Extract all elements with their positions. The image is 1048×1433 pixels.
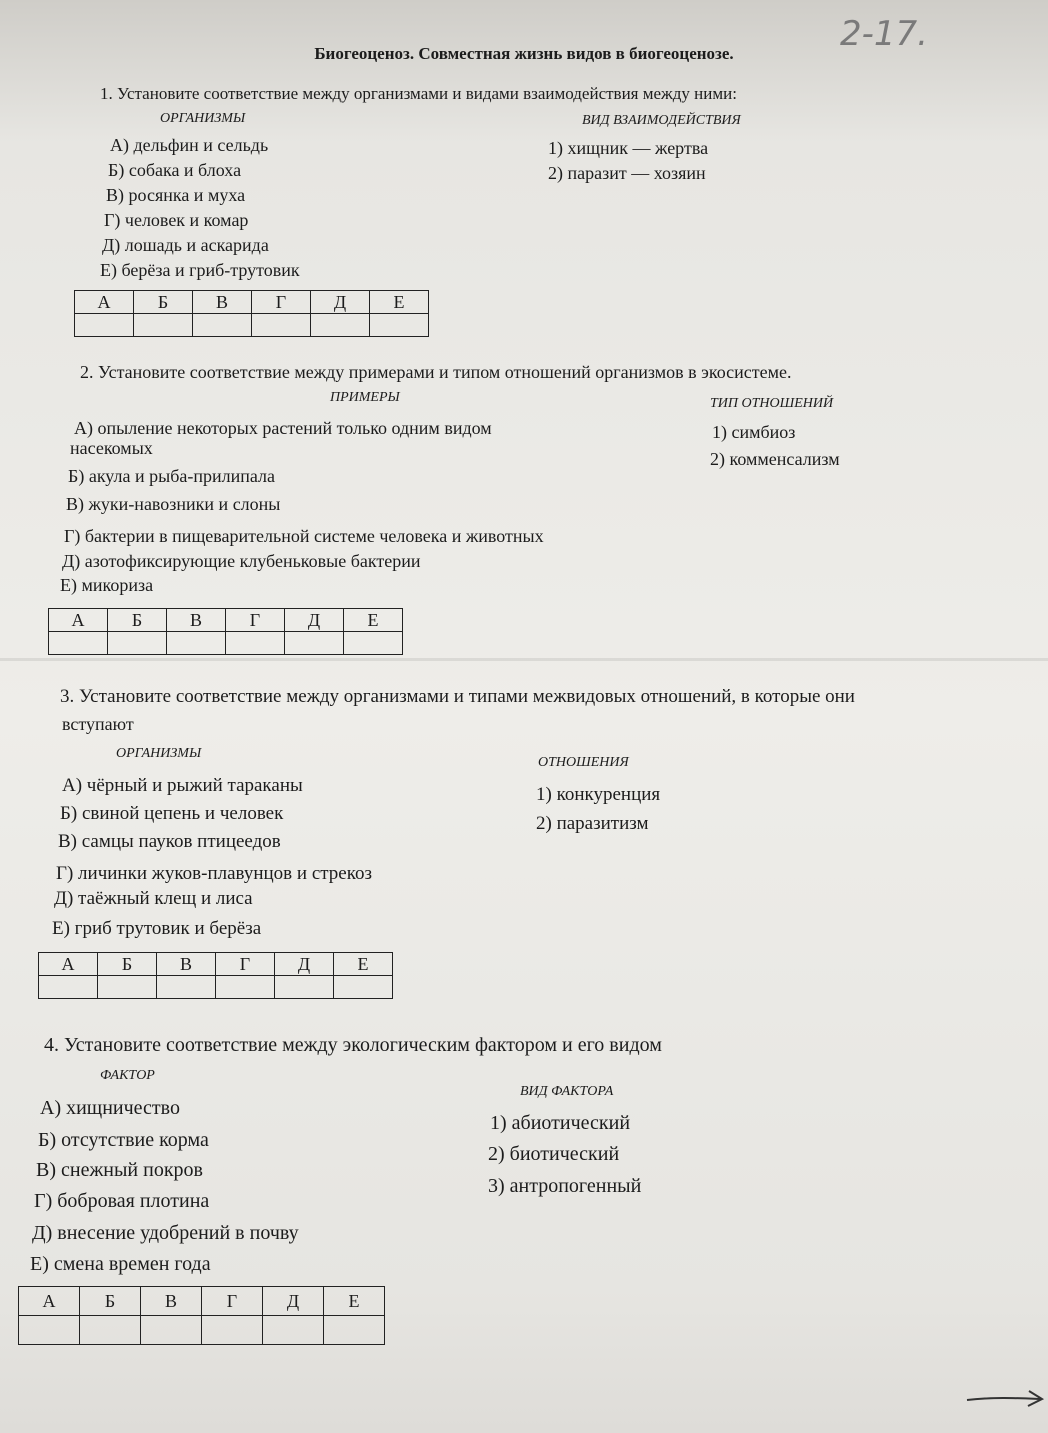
question-4-answer-table (18, 1286, 385, 1345)
answer-header: Д (311, 291, 370, 314)
answer-header: Е (334, 953, 393, 976)
answer-cell[interactable] (334, 976, 393, 999)
question-1-item: А) дельфин и сельдь (110, 135, 269, 155)
answer-header: В (141, 1287, 202, 1316)
question-2-item: Д) азотофиксирующие клубеньковые бактерии (62, 551, 421, 571)
question-1-answer-table (74, 290, 429, 337)
answer-cell[interactable] (49, 632, 108, 655)
question-3-text: 3. Установите соответствие между организмами и типами межвидовых отношений, в которые они (60, 686, 855, 707)
question-1-option: 1) хищник — жертва (548, 138, 709, 158)
question-3-right-heading: ОТНОШЕНИЯ (538, 755, 629, 770)
question-1-item: Г) человек и комар (104, 210, 249, 230)
question-3-item: Д) таёжный клещ и лиса (54, 888, 253, 909)
arrow-right-icon (965, 1388, 1045, 1408)
answer-header: В (193, 291, 252, 314)
answer-header: Г (252, 291, 311, 314)
question-1-text: 1. Установите соответствие между организмами и видами взаимодействия между ними: (100, 84, 737, 103)
question-4-left-heading: ФАКТОР (100, 1068, 155, 1083)
question-1-item: В) росянка и муха (106, 185, 246, 205)
answer-header: Г (226, 609, 285, 632)
question-2-item: В) жуки-навозники и слоны (66, 494, 281, 514)
question-1-item: Д) лошадь и аскарида (102, 235, 269, 255)
question-2-item: Б) акула и рыба-прилипала (68, 466, 275, 486)
answer-cell[interactable] (324, 1316, 385, 1345)
question-1-right-heading: ВИД ВЗАИМОДЕЙСТВИЯ (582, 113, 741, 128)
answer-header: Б (80, 1287, 141, 1316)
answer-cell[interactable] (39, 976, 98, 999)
question-3-item: Е) гриб трутовик и берёза (52, 918, 262, 939)
answer-cell[interactable] (80, 1316, 141, 1345)
answer-cell[interactable] (216, 976, 275, 999)
question-4-item: А) хищничество (40, 1097, 180, 1119)
answer-header: А (39, 953, 98, 976)
question-2-answer-table (48, 608, 403, 655)
answer-cell[interactable] (134, 314, 193, 337)
question-2-left-heading: ПРИМЕРЫ (330, 390, 400, 405)
answer-cell[interactable] (202, 1316, 263, 1345)
answer-header: Е (370, 291, 429, 314)
question-3-left-heading: ОРГАНИЗМЫ (116, 746, 202, 761)
question-1-left-heading: ОРГАНИЗМЫ (160, 111, 246, 126)
handwritten-mark: 2-17. (840, 14, 928, 54)
question-3-option: 2) паразитизм (536, 813, 649, 834)
question-2-option: 2) комменсализм (710, 449, 840, 469)
answer-cell[interactable] (344, 632, 403, 655)
question-4-item: Е) смена времен года (30, 1253, 211, 1275)
answer-cell[interactable] (141, 1316, 202, 1345)
question-4-item: Д) внесение удобрений в почву (32, 1222, 299, 1244)
question-2-option: 1) симбиоз (712, 422, 796, 442)
answer-header: Г (202, 1287, 263, 1316)
answer-header: В (157, 953, 216, 976)
answer-cell[interactable] (252, 314, 311, 337)
answer-header: Е (344, 609, 403, 632)
question-3-answer-table (38, 952, 393, 999)
answer-cell[interactable] (285, 632, 344, 655)
question-3-option: 1) конкуренция (536, 784, 661, 805)
answer-cell[interactable] (263, 1316, 324, 1345)
answer-header: Д (263, 1287, 324, 1316)
question-4-option: 1) абиотический (490, 1112, 631, 1134)
question-2-item: Г) бактерии в пищеварительной системе человека и животных (64, 526, 544, 546)
paper-fold (0, 658, 1048, 661)
answer-header: Б (98, 953, 157, 976)
answer-cell[interactable] (311, 314, 370, 337)
question-2-item: насекомых (70, 438, 153, 458)
answer-cell[interactable] (226, 632, 285, 655)
answer-cell[interactable] (19, 1316, 80, 1345)
answer-cell[interactable] (98, 976, 157, 999)
answer-header: Б (108, 609, 167, 632)
answer-cell[interactable] (75, 314, 134, 337)
question-2-item: Е) микориза (60, 575, 154, 595)
question-1-item: Б) собака и блоха (108, 160, 242, 180)
question-2-right-heading: ТИП ОТНОШЕНИЙ (710, 396, 834, 411)
question-4-option: 3) антропогенный (488, 1175, 642, 1197)
answer-header: Д (285, 609, 344, 632)
answer-cell[interactable] (370, 314, 429, 337)
answer-header: Г (216, 953, 275, 976)
question-1-option: 2) паразит — хозяин (548, 163, 706, 183)
question-4-option: 2) биотический (488, 1143, 620, 1165)
answer-cell[interactable] (157, 976, 216, 999)
question-2-item: А) опыление некоторых растений только одним видом (74, 418, 492, 438)
answer-cell[interactable] (167, 632, 226, 655)
answer-header: Б (134, 291, 193, 314)
answer-header: В (167, 609, 226, 632)
question-3-item: В) самцы пауков птицеедов (58, 831, 281, 852)
question-1-item: Е) берёза и гриб-трутовик (100, 260, 300, 280)
answer-cell[interactable] (193, 314, 252, 337)
question-4-right-heading: ВИД ФАКТОРА (520, 1084, 614, 1099)
question-3-item: Б) свиной цепень и человек (60, 803, 284, 824)
answer-header: А (75, 291, 134, 314)
answer-header: А (49, 609, 108, 632)
question-2-text: 2. Установите соответствие между примерами и типом отношений организмов в экосистеме. (80, 362, 792, 382)
question-4-text: 4. Установите соответствие между экологическим фактором и его видом (44, 1034, 662, 1056)
page-title: Биогеоценоз. Совместная жизнь видов в биогеоценозе. (314, 44, 734, 63)
answer-header: Е (324, 1287, 385, 1316)
question-4-item: Г) бобровая плотина (34, 1190, 210, 1212)
question-4-item: Б) отсутствие корма (38, 1129, 209, 1151)
question-3-item: А) чёрный и рыжий тараканы (62, 775, 303, 796)
answer-header: А (19, 1287, 80, 1316)
question-3-text-continued: вступают (62, 714, 134, 734)
answer-cell[interactable] (108, 632, 167, 655)
question-4-item: В) снежный покров (36, 1159, 203, 1181)
answer-header: Д (275, 953, 334, 976)
answer-cell[interactable] (275, 976, 334, 999)
question-3-item: Г) личинки жуков-плавунцов и стрекоз (56, 863, 372, 884)
